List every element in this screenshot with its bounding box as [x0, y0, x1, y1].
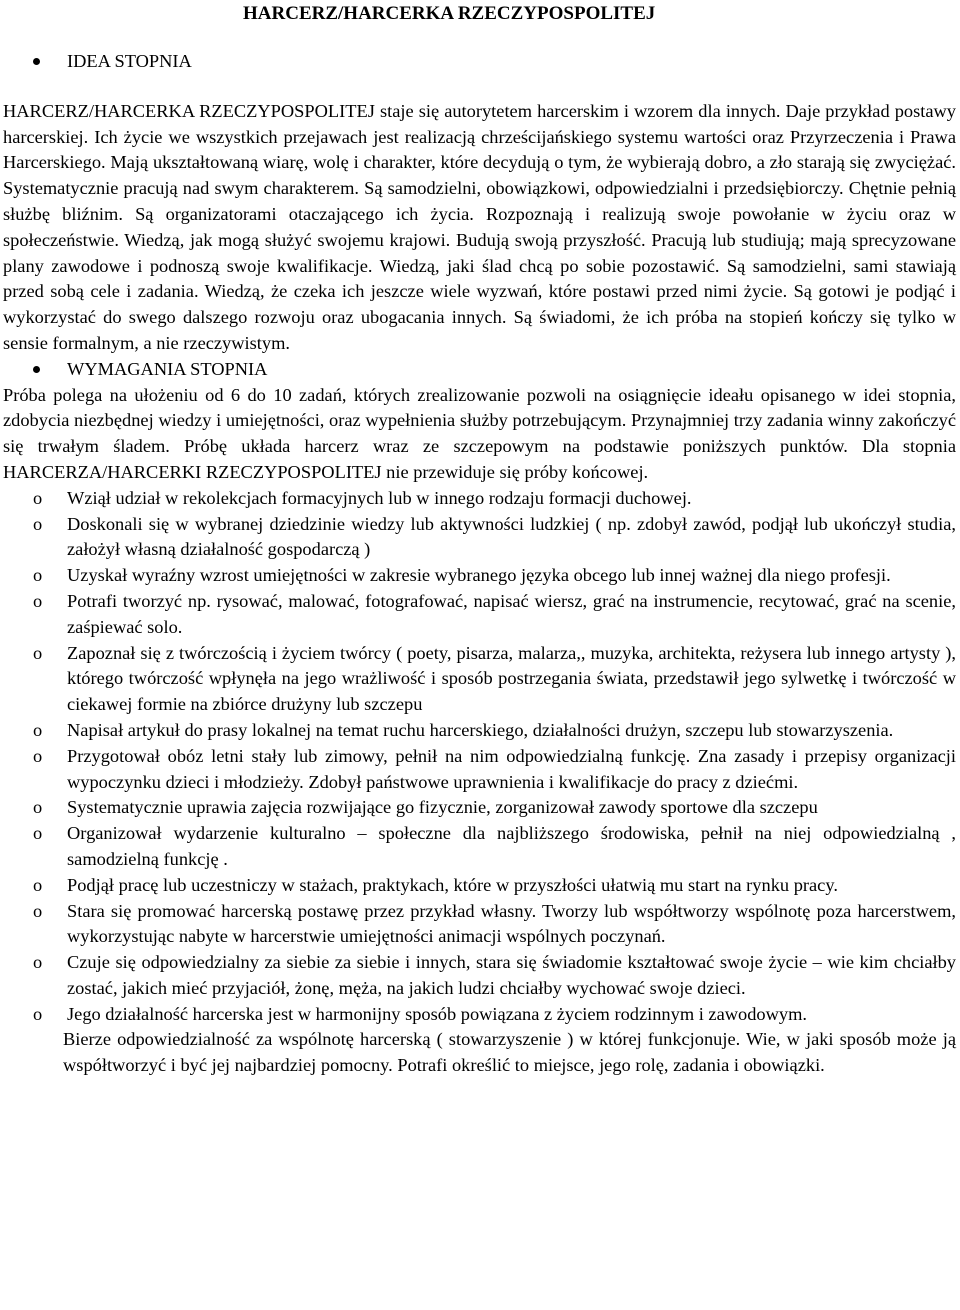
- idea-paragraph: HARCERZ/HARCERKA RZECZYPOSPOLITEJ staje się autorytetem harcerskim i wzorem dla innych. Daje przykład postawy harcerskiej. Ich życie we wszystkich przejawach jest realizacją chrześcijańskiego systemu wartości oraz Przyrzeczenia i Prawa Harcerskiego. Mają ukształtowaną wiarę, wolę i charakter, które decydują o tym, że wybierają dobro, a zło starają się zwyciężać. Systematycznie pracują nad swym charakterem. Są samodzielni, obowiązkowi, odpowiedzialni i przedsiębiorczy. Chętnie pełnią służbę bliźnim. Są organizatorami otaczającego ich życia. Rozpoznają i realizują swoje powołanie w życiu oraz w społeczeństwie. Wiedzą, jak mogą służyć swojemu krajowi. Budują swoją przyszłość. Pracują lub studiują; mają sprecyzowane plany zawodowe i podnoszą swoje kwalifikacje. Wiedzą, jaki ślad chcą po sobie pozostawić. Są samodzielni, sami stawiają przed sobą cele i zadania. Wiedzą, że czeka ich jeszcze wiele wyzwań, które postawi przed nimi życie. Są gotowi je podjąć i wykorzystać do swego dalszego rozwoju oraz ubogacania innych. Są świadomi, że ich próba na stopień kończy się tylko w sensie formalnym, a nie rzeczywistym.: [3, 100, 956, 353]
- list-marker-icon: o: [33, 513, 43, 534]
- list-item-text: Napisał artykuł do prasy lokalnej na temat ruchu harcerskiego, działalności drużyn, szczepu lub stowarzyszenia.: [67, 719, 894, 740]
- list-item-text: Doskonali się w wybranej dziedzinie wiedzy lub aktywności ludzkiej ( np. zdobył zawód, podjął lub ukończył studia, założył własną działalność gospodarczą ): [67, 513, 956, 560]
- requirements-list: [3, 486, 956, 1028]
- list-item-text: Wziął udział w rekolekcjach formacyjnych lub w innego rodzaju formacji duchowej.: [67, 487, 692, 508]
- list-marker-icon: o: [33, 745, 43, 766]
- list-item-text: Przygotował obóz letni stały lub zimowy, pełnił na nim odpowiedzialną funkcję. Zna zasady i przepisy organizacji wypoczynku dzieci i młodzieży. Zdobył państwowe uprawnienia i kwalifikacje do pracy z dziećmi.: [67, 745, 956, 792]
- list-item: [3, 899, 956, 951]
- list-item: [3, 950, 956, 1002]
- list-marker-icon: o: [33, 823, 43, 844]
- list-item-text: Potrafi tworzyć np. rysować, malować, fotografować, napisać wiersz, grać na instrumencie, recytować, grać na scenie, zaśpiewać solo.: [67, 590, 956, 637]
- list-marker-icon: o: [33, 874, 43, 895]
- list-item-text: Uzyskał wyraźny wzrost umiejętności w zakresie wybranego języka obcego lub innej ważnej dla niego profesji.: [67, 565, 891, 586]
- list-item-text: Podjął pracę lub uczestniczy w stażach, praktykach, które w przyszłości ułatwią mu start na rynku pracy.: [67, 874, 838, 895]
- list-marker-icon: o: [33, 642, 43, 663]
- list-item-text: Zapoznał się z twórczością i życiem twórcy ( poety, pisarza, malarza,, muzyka, architekta, reżysera lub innego artysty ), którego twórczość wpłynęła na jego wrażliwość i sposób postrzegania świata, przedstawił jego sylwetkę i twórczość w ciekawej formie na zbiórce drużyny lub szczepu: [67, 642, 956, 715]
- list-item: [3, 563, 956, 589]
- section-heading-requirements: [3, 357, 956, 383]
- list-marker-icon: o: [33, 952, 43, 973]
- list-marker-icon: o: [33, 1003, 43, 1024]
- list-item: [3, 795, 956, 821]
- list-marker-icon: o: [33, 590, 43, 611]
- bullet-icon: [33, 58, 40, 65]
- bullet-icon: [33, 366, 40, 373]
- list-item: [3, 821, 956, 873]
- page-title: HARCERZ/HARCERKA RZECZYPOSPOLITEJ: [243, 3, 656, 24]
- section-heading-text: IDEA STOPNIA: [67, 51, 192, 71]
- list-item-text: Organizował wydarzenie kulturalno – społeczne dla najbliższego środowiska, pełnił na niej odpowiedzialną , samodzielną funkcję .: [67, 823, 956, 869]
- list-item: [3, 1002, 956, 1028]
- list-item: [3, 873, 956, 899]
- requirements-paragraph: Próba polega na ułożeniu od 6 do 10 zadań, których zrealizowanie pozwoli na osiągnięcie ideału opisanego w idei stopnia, zdobycia niezbędnej wiedzy i umiejętności, oraz wypełnienia służby potrzebującym. Przynajmniej trzy zadania winny zakończyć się trwałym śladem. Próbę układa harcerz wraz ze szczepowym na podstawie poniższych punktów. Dla stopnia HARCERZA/HARCERKI RZECZYPOSPOLITEJ nie przewiduje się próby końcowej.: [3, 384, 956, 482]
- list-item: [3, 512, 956, 564]
- list-item: [3, 486, 956, 512]
- list-item-text: Stara się promować harcerską postawę przez przykład własny. Tworzy lub współtworzy wspólnotę poza harcerstwem, wykorzystując nabyte w harcerstwie umiejętności animacji wspólnych poczynań.: [67, 900, 956, 947]
- list-marker-icon: o: [33, 797, 43, 818]
- list-item: [3, 744, 956, 796]
- closing-paragraph: Bierze odpowiedzialność za wspólnotę harcerską ( stowarzyszenie ) w której funkcjonuje. Wie, w jaki sposób może ją współtworzyć i być jej najbardziej pomocny. Potrafi określić to miejsce, jego rolę, zadania i obowiązki.: [63, 1029, 956, 1076]
- list-item: [3, 589, 956, 641]
- section-heading-text: WYMAGANIA STOPNIA: [67, 358, 268, 379]
- list-item-text: Jego działalność harcerska jest w harmonijny sposób powiązana z życiem rodzinnym i zawodowym.: [67, 1003, 807, 1024]
- list-item: [3, 641, 956, 718]
- list-item: [3, 718, 956, 744]
- list-item-text: Czuje się odpowiedzialny za siebie za siebie i innych, stara się świadomie kształtować swoje życie – wie kim chciałby zostać, jakich mieć przyjaciół, żonę, męża, na jakich ludzi chciałby wychować swoje dzieci.: [67, 952, 956, 998]
- list-marker-icon: o: [33, 565, 43, 586]
- list-marker-icon: o: [33, 719, 43, 740]
- list-marker-icon: o: [33, 900, 43, 921]
- list-marker-icon: o: [33, 487, 43, 508]
- list-item-text: Systematycznie uprawia zajęcia rozwijające go fizycznie, zorganizował zawody sportowe dla szczepu: [67, 797, 818, 818]
- section-heading-idea: [3, 49, 956, 75]
